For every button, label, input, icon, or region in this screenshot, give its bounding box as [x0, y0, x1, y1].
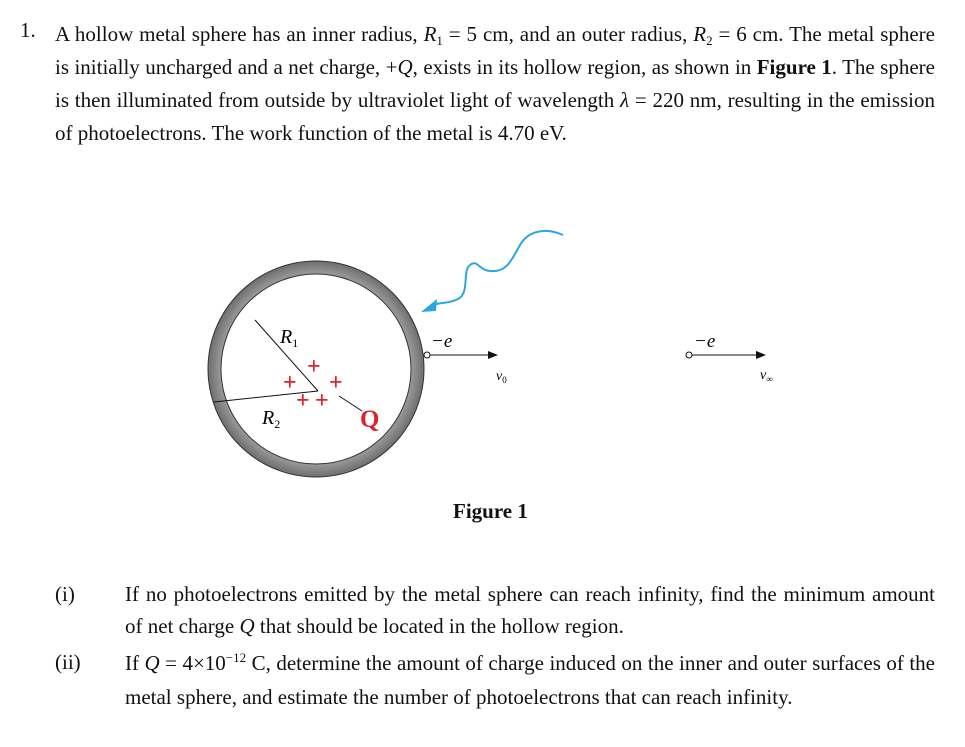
plus-charge: +: [329, 370, 343, 396]
part-i: [55, 578, 935, 642]
part-ii-q-symbol: Q: [144, 651, 160, 675]
r1-subscript: 1: [436, 33, 443, 48]
part-ii-label: (ii): [55, 650, 81, 674]
uv-light-arrowhead: [421, 299, 437, 312]
stem-r2-value: = 6 cm. The metal sphere is initially uncharged and a net charge, +: [55, 22, 935, 79]
question-number: 1.: [20, 18, 36, 42]
part-ii: [55, 646, 935, 714]
q-symbol: Q: [397, 55, 413, 79]
part-ii-text: [125, 646, 935, 714]
figure-caption: Figure 1: [453, 499, 528, 523]
part-i-text-1: If no photoelectrons emitted by the metal sphere can reach infinity, find the minimum amount of net charge: [125, 582, 935, 638]
plus-charge: +: [307, 354, 321, 380]
figure-1-diagram: [0, 215, 965, 535]
v0-arrowhead: [488, 351, 498, 359]
stem-lambda-value: = 220 nm, resulting in the emission of photoelectrons. The work function of the metal is 4.70 eV.: [55, 88, 935, 145]
plus-charge: +: [296, 388, 310, 414]
plus-charge: +: [283, 370, 297, 396]
stem-text-3: . The sphere is then illuminated from outside by ultraviolet light of wavelength: [55, 55, 935, 112]
r2-label: $R_2$: [262, 407, 281, 431]
lambda-symbol: λ: [620, 88, 630, 112]
part-ii-exponent: −12: [225, 650, 247, 665]
electron-2-label: −e: [694, 331, 716, 352]
r1-label: $R_1$: [280, 326, 299, 350]
part-ii-text-1: If: [125, 651, 145, 675]
part-i-q-symbol: Q: [239, 614, 255, 638]
electron-2-dot: [686, 352, 692, 358]
figure-reference: Figure 1: [756, 55, 832, 79]
stem-text-2: , exists in its hollow region, as shown in: [412, 55, 757, 79]
part-i-label: (i): [55, 582, 75, 606]
part-i-text-2: that should be located in the hollow region.: [254, 614, 624, 638]
r2-symbol: R: [693, 22, 707, 46]
part-ii-equation: = 4×10: [159, 651, 226, 675]
vinf-arrowhead: [756, 351, 766, 359]
question-stem: [55, 18, 935, 150]
vinf-label: $v_\infty$: [760, 368, 773, 384]
stem-text-1: A hollow metal sphere has an inner radius,: [55, 22, 424, 46]
v0-label: $v_0$: [496, 369, 507, 385]
stem-r1-value: = 5 cm, and an outer radius,: [442, 22, 694, 46]
q-label: Q: [360, 406, 380, 433]
r1-symbol: R: [423, 22, 437, 46]
part-ii-text-2: C, determine the amount of charge induced on the inner and outer surfaces of the metal sphere, and estimate the number of photoelectrons that can reach infinity.: [125, 651, 935, 709]
plus-charge: +: [315, 388, 329, 414]
r2-subscript: 2: [706, 33, 713, 48]
uv-light-ray: [430, 231, 563, 307]
part-i-text: [125, 578, 935, 642]
electron-1-label: −e: [431, 331, 453, 352]
electron-1-dot: [424, 352, 430, 358]
